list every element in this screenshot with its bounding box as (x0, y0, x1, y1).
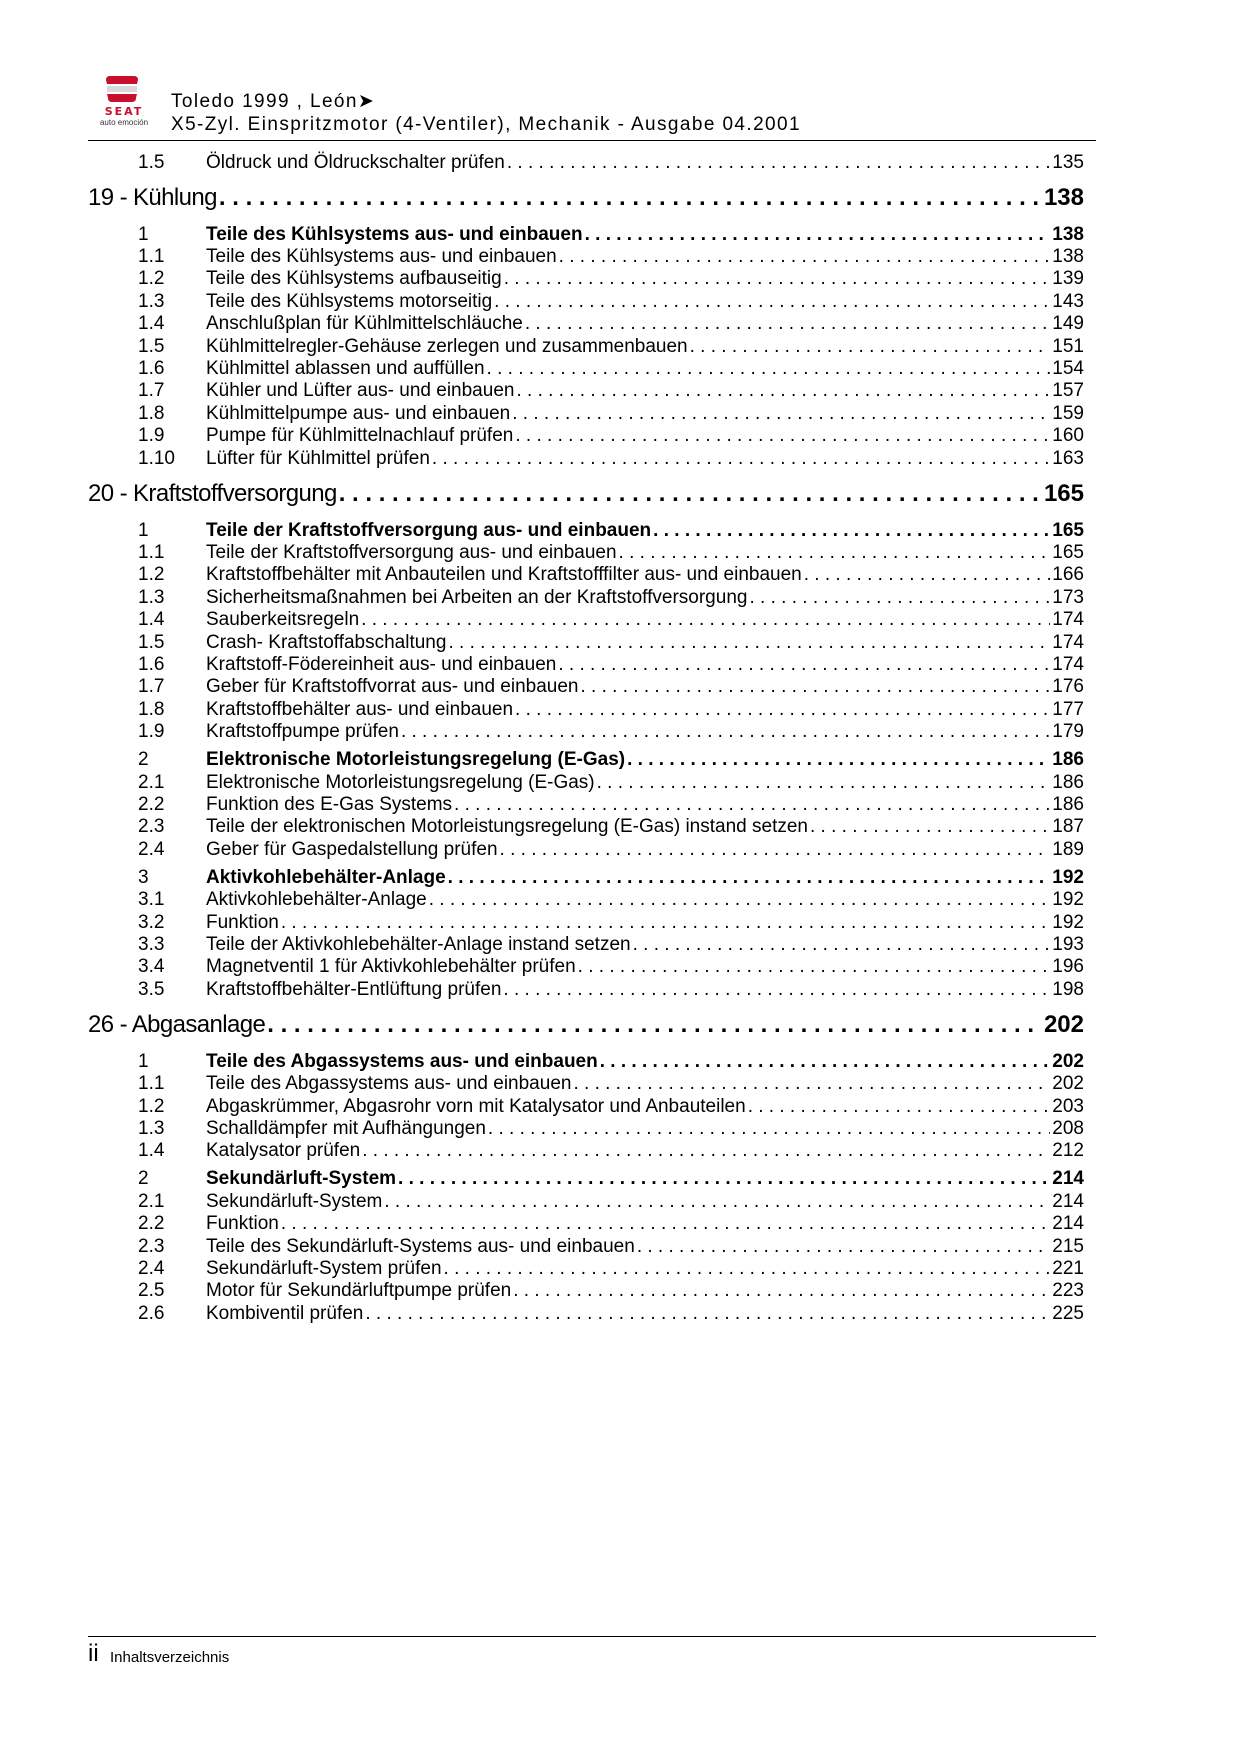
toc-page-number: 174 (1052, 631, 1084, 653)
toc-number: 3.2 (138, 911, 165, 933)
toc-number: 1 (138, 519, 149, 541)
toc-number: 1 (138, 223, 149, 245)
toc-page-number: 225 (1052, 1302, 1084, 1324)
toc-title: Magnetventil 1 für Aktivkohlebehälter prüfen (206, 956, 576, 978)
toc-number: 1.4 (138, 313, 165, 335)
toc-page-number: 189 (1052, 838, 1084, 860)
toc-chapter[interactable] (88, 182, 1084, 214)
toc-title: Kühlmittel ablassen und auffüllen (206, 357, 485, 379)
toc-item[interactable] (88, 562, 1084, 587)
toc-title: Kraftstoffbehälter aus- und einbauen (206, 698, 514, 720)
toc-page-number: 174 (1052, 609, 1084, 631)
toc-leader-dots (578, 954, 1051, 979)
toc-item[interactable] (88, 1234, 1084, 1259)
toc-leader-dots (516, 378, 1050, 403)
toc-leader-dots (429, 887, 1051, 912)
toc-item[interactable] (88, 1071, 1084, 1096)
toc-number: 2.3 (138, 1235, 165, 1257)
toc-number: 1.1 (138, 1073, 165, 1095)
toc-item[interactable] (88, 954, 1084, 979)
toc-leader-dots (432, 446, 1050, 471)
toc-leader-dots (633, 932, 1051, 957)
toc-title: Elektronische Motorleistungsregelung (E-Gas) (206, 771, 595, 793)
toc-leader-dots (637, 1234, 1050, 1259)
seat-logo (88, 72, 160, 132)
toc-item[interactable] (88, 770, 1084, 795)
toc-item[interactable] (88, 630, 1084, 655)
toc-title: Teile des Abgassystems aus- und einbauen (206, 1050, 598, 1072)
toc-number: 1 (138, 1050, 149, 1072)
toc-item[interactable] (88, 585, 1084, 610)
toc-page-number: 214 (1052, 1213, 1084, 1235)
toc-page-number: 154 (1052, 357, 1084, 379)
toc-number: 2 (138, 749, 149, 771)
toc-page-number: 214 (1052, 1168, 1084, 1190)
document-subtitle: X5-Zyl. Einspritzmotor (4-Ventiler), Mechanik - Ausgabe 04.2001 (171, 114, 801, 135)
toc-item[interactable] (88, 837, 1084, 862)
toc-leader-dots (580, 674, 1050, 699)
toc-leader-dots (558, 652, 1050, 677)
toc-leader-dots (810, 814, 1050, 839)
toc-page-number: 138 (1052, 223, 1084, 245)
toc-title: Kühlmittelregler-Gehäuse zerlegen und zusammenbauen (206, 335, 688, 357)
toc-number: 1.7 (138, 380, 165, 402)
toc-page-number: 192 (1052, 911, 1084, 933)
toc-title: Abgaskrümmer, Abgasrohr vorn mit Katalysator und Anbauteilen (206, 1095, 746, 1117)
toc-page-number: 165 (1043, 479, 1084, 507)
toc-item[interactable] (88, 1256, 1084, 1281)
toc-item[interactable] (88, 1189, 1084, 1214)
toc-title: Lüfter für Kühlmittel prüfen (206, 447, 430, 469)
toc-title: Anschlußplan für Kühlmittelschläuche (206, 313, 523, 335)
toc-number: 1.5 (138, 335, 165, 357)
toc-page-number: 192 (1052, 866, 1084, 888)
toc-page-number: 212 (1052, 1140, 1084, 1162)
toc-item[interactable] (88, 1116, 1084, 1141)
toc-number: 1.9 (138, 425, 165, 447)
toc-title: Funktion (206, 1213, 279, 1235)
toc-title: Schalldämpfer mit Aufhängungen (206, 1117, 486, 1139)
toc-page-number: 186 (1052, 793, 1084, 815)
toc-item[interactable] (88, 1211, 1084, 1236)
toc-page-number: 186 (1052, 749, 1084, 771)
toc-number: 1.2 (138, 564, 165, 586)
seat-s-logo-icon (103, 74, 141, 104)
toc-item[interactable] (88, 674, 1084, 699)
toc-leader-dots (512, 401, 1050, 426)
toc-leader-dots (384, 1189, 1050, 1214)
toc-page-number: 187 (1052, 816, 1084, 838)
toc-title: Teile des Kühlsystems aus- und einbauen (206, 245, 557, 267)
toc-item[interactable] (88, 719, 1084, 744)
toc-number: 2.2 (138, 1213, 165, 1235)
toc-title: Teile der Kraftstoffversorgung aus- und einbauen (206, 519, 652, 541)
toc-title: Teile der Aktivkohlebehälter-Anlage instand setzen (206, 933, 631, 955)
toc-page-number: 202 (1043, 1011, 1084, 1039)
toc-item[interactable] (88, 814, 1084, 839)
toc-number: 1.2 (138, 268, 165, 290)
toc-leader-dots (504, 266, 1051, 291)
toc-title: Kraftstoffbehälter mit Anbauteilen und Kraftstofffilter aus- und einbauen (206, 564, 802, 586)
toc-leader-dots (401, 719, 1050, 744)
toc-title: Teile des Abgassystems aus- und einbauen (206, 1073, 572, 1095)
toc-item[interactable] (88, 401, 1084, 426)
toc-item[interactable] (88, 311, 1084, 336)
toc-leader-dots (627, 747, 1050, 772)
footer-label: Inhaltsverzeichnis (110, 1649, 230, 1666)
toc-leader-dots (804, 562, 1051, 587)
toc-number: 2.3 (138, 816, 165, 838)
toc-leader-dots (749, 585, 1050, 610)
toc-page-number: 138 (1043, 183, 1084, 211)
toc-leader-dots (690, 334, 1051, 359)
toc-item[interactable] (88, 540, 1084, 565)
toc-section[interactable] (88, 1049, 1084, 1074)
toc-leader-dots (487, 356, 1051, 381)
toc-leader-dots (365, 1301, 1050, 1326)
toc-title: 19 - Kühlung (88, 183, 217, 211)
toc-number: 3.3 (138, 933, 165, 955)
toc-number: 1.3 (138, 1117, 165, 1139)
toc-leader-dots (454, 792, 1050, 817)
toc-title: Kombiventil prüfen (206, 1302, 364, 1324)
toc-page-number: 159 (1052, 402, 1084, 424)
toc-item[interactable] (88, 697, 1084, 722)
toc-number: 2.2 (138, 793, 165, 815)
toc-item[interactable] (88, 607, 1084, 632)
toc-page-number: 203 (1052, 1095, 1084, 1117)
toc-page-number: 165 (1052, 541, 1084, 563)
toc-leader-dots (488, 1116, 1050, 1141)
toc-title: Öldruck und Öldruckschalter prüfen (206, 151, 505, 173)
toc-leader-dots (398, 1166, 1050, 1191)
toc-item[interactable] (88, 1301, 1084, 1326)
toc-leader-dots (361, 607, 1050, 632)
toc-number: 2.1 (138, 771, 165, 793)
toc-item[interactable] (88, 910, 1084, 935)
toc-number: 1.7 (138, 676, 165, 698)
toc-page-number: 165 (1052, 519, 1084, 541)
toc-title: Teile des Kühlsystems aufbauseitig (206, 268, 502, 290)
toc-number: 1.9 (138, 721, 165, 743)
toc-leader-dots (513, 1278, 1050, 1303)
toc-number: 1.5 (138, 631, 165, 653)
toc-page-number: 221 (1052, 1257, 1084, 1279)
brand-tagline: auto emoción (99, 118, 149, 127)
toc-item[interactable] (88, 378, 1084, 403)
toc-title: Katalysator prüfen (206, 1140, 361, 1162)
toc-leader-dots (444, 1256, 1051, 1281)
toc-section[interactable] (88, 865, 1084, 890)
toc-leader-dots (525, 311, 1050, 336)
toc-leader-dots (748, 1094, 1051, 1119)
toc-leader-dots (619, 540, 1051, 565)
toc-title: Kühlmittelpumpe aus- und einbauen (206, 402, 511, 424)
footer-page-number: ii (88, 1640, 99, 1667)
toc-page-number: 157 (1052, 380, 1084, 402)
toc-section[interactable] (88, 1166, 1084, 1191)
toc-number: 1.5 (138, 151, 165, 173)
toc-item[interactable] (88, 932, 1084, 957)
toc-leader-dots (362, 1138, 1050, 1163)
toc-title: Kraftstoffbehälter-Entlüftung prüfen (206, 978, 502, 1000)
toc-number: 1.2 (138, 1095, 165, 1117)
page-header (88, 72, 1096, 141)
toc-item[interactable] (88, 1138, 1084, 1163)
toc-title: Geber für Kraftstoffvorrat aus- und einbauen (206, 676, 579, 698)
toc-page-number: 174 (1052, 653, 1084, 675)
toc-page-number: 193 (1052, 933, 1084, 955)
toc-page-number: 135 (1052, 151, 1084, 173)
toc-number: 1.1 (138, 245, 165, 267)
toc-number: 1.1 (138, 541, 165, 563)
toc-page-number: 173 (1052, 586, 1084, 608)
toc-page-number: 179 (1052, 721, 1084, 743)
toc-number: 2 (138, 1168, 149, 1190)
toc-title: Sekundärluft-System prüfen (206, 1257, 442, 1279)
toc-page-number: 192 (1052, 889, 1084, 911)
toc-title: 26 - Abgasanlage (88, 1011, 266, 1039)
toc-title: Sicherheitsmaßnahmen bei Arbeiten an der Kraftstoffversorgung (206, 586, 748, 608)
toc-chapter[interactable] (88, 478, 1084, 510)
toc-title: Teile des Kühlsystems motorseitig (206, 290, 493, 312)
toc-page-number: 139 (1052, 268, 1084, 290)
toc-page-number: 186 (1052, 771, 1084, 793)
toc-title: Aktivkohlebehälter-Anlage (206, 866, 446, 888)
toc-page-number: 160 (1052, 425, 1084, 447)
toc-title: Funktion des E-Gas Systems (206, 793, 453, 815)
toc-item[interactable] (88, 652, 1084, 677)
toc-number: 1.8 (138, 698, 165, 720)
toc-page-number: 149 (1052, 313, 1084, 335)
toc-number: 3.5 (138, 978, 165, 1000)
toc-number: 1.6 (138, 653, 165, 675)
toc-title: Sekundärluft-System (206, 1190, 383, 1212)
toc-title: Motor für Sekundärluftpumpe prüfen (206, 1280, 512, 1302)
toc-leader-dots (585, 222, 1051, 247)
toc-title: Aktivkohlebehälter-Anlage (206, 889, 427, 911)
toc-number: 1.3 (138, 586, 165, 608)
toc-leader-dots (219, 182, 1042, 214)
toc-number: 1.3 (138, 290, 165, 312)
toc-item[interactable] (88, 887, 1084, 912)
toc-item[interactable] (88, 334, 1084, 359)
toc-item[interactable] (88, 150, 1084, 175)
brand-name: SEAT (104, 105, 144, 118)
toc-title: Kraftstoffpumpe prüfen (206, 721, 399, 743)
toc-title: Teile des Sekundärluft-Systems aus- und einbauen (206, 1235, 635, 1257)
toc-section[interactable] (88, 222, 1084, 247)
toc-leader-dots (339, 478, 1042, 510)
toc-page-number: 198 (1052, 978, 1084, 1000)
toc-leader-dots (653, 518, 1050, 543)
toc-leader-dots (503, 977, 1050, 1002)
toc-section[interactable] (88, 518, 1084, 543)
toc-number: 2.1 (138, 1190, 165, 1212)
toc-title: Sauberkeitsregeln (206, 609, 360, 631)
toc-leader-dots (515, 697, 1050, 722)
toc-number: 1.4 (138, 609, 165, 631)
toc-item[interactable] (88, 446, 1084, 471)
toc-item[interactable] (88, 1094, 1084, 1119)
toc-page-number: 138 (1052, 245, 1084, 267)
toc-title: Kraftstoff-Födereinheit aus- und einbauen (206, 653, 557, 675)
toc-chapter[interactable] (88, 1009, 1084, 1041)
toc-page-number: 151 (1052, 335, 1084, 357)
toc-item[interactable] (88, 266, 1084, 291)
toc-page-number: 215 (1052, 1235, 1084, 1257)
toc-item[interactable] (88, 244, 1084, 269)
toc-leader-dots (281, 1211, 1050, 1236)
toc-number: 2.6 (138, 1302, 165, 1324)
toc-number: 3 (138, 866, 149, 888)
toc-item[interactable] (88, 977, 1084, 1002)
toc-number: 1.6 (138, 357, 165, 379)
toc-page-number: 176 (1052, 676, 1084, 698)
toc-leader-dots (494, 289, 1050, 314)
toc-leader-dots (507, 150, 1050, 175)
toc-page-number: 177 (1052, 698, 1084, 720)
toc-title: Crash- Kraftstoffabschaltung (206, 631, 447, 653)
toc-number: 2.4 (138, 1257, 165, 1279)
toc-page-number: 202 (1052, 1050, 1084, 1072)
toc-leader-dots (267, 1009, 1042, 1041)
toc-page-number: 208 (1052, 1117, 1084, 1139)
toc-leader-dots (559, 244, 1051, 269)
toc-leader-dots (597, 770, 1051, 795)
toc-number: 1.8 (138, 402, 165, 424)
toc-section[interactable] (88, 747, 1084, 772)
toc-item[interactable] (88, 356, 1084, 381)
toc-number: 3.1 (138, 889, 165, 911)
toc-title: Sekundärluft-System (206, 1168, 397, 1190)
toc-page-number: 202 (1052, 1073, 1084, 1095)
toc-title: 20 - Kraftstoffversorgung (88, 479, 337, 507)
toc-leader-dots (500, 837, 1051, 862)
toc-title: Elektronische Motorleistungsregelung (E-Gas) (206, 749, 626, 771)
toc-page-number: 163 (1052, 447, 1084, 469)
toc-leader-dots (448, 630, 1050, 655)
toc-leader-dots (600, 1049, 1051, 1074)
toc-page-number: 143 (1052, 290, 1084, 312)
toc-page-number: 196 (1052, 956, 1084, 978)
toc-page-number: 214 (1052, 1190, 1084, 1212)
toc-number: 2.5 (138, 1280, 165, 1302)
toc-number: 3.4 (138, 956, 165, 978)
toc-title: Teile der Kraftstoffversorgung aus- und einbauen (206, 541, 617, 563)
toc-leader-dots (573, 1071, 1050, 1096)
toc-number: 1.4 (138, 1140, 165, 1162)
toc-title: Geber für Gaspedalstellung prüfen (206, 838, 498, 860)
toc-title: Funktion (206, 911, 279, 933)
toc-page-number: 223 (1052, 1280, 1084, 1302)
toc-item[interactable] (88, 423, 1084, 448)
toc-title: Pumpe für Kühlmittelnachlauf prüfen (206, 425, 514, 447)
toc-item[interactable] (88, 1278, 1084, 1303)
toc-leader-dots (281, 910, 1050, 935)
toc-leader-dots (448, 865, 1051, 890)
document-title: Toledo 1999 , León➤ (171, 91, 376, 112)
toc-page-number: 166 (1052, 564, 1084, 586)
toc-title: Kühler und Lüfter aus- und einbauen (206, 380, 515, 402)
toc-leader-dots (515, 423, 1050, 448)
toc-number: 1.10 (138, 447, 175, 469)
toc-item[interactable] (88, 792, 1084, 817)
toc-number: 2.4 (138, 838, 165, 860)
page-footer (88, 1636, 1096, 1667)
toc-item[interactable] (88, 289, 1084, 314)
toc-title: Teile der elektronischen Motorleistungsregelung (E-Gas) instand setzen (206, 816, 808, 838)
toc-title: Teile des Kühlsystems aus- und einbauen (206, 223, 583, 245)
